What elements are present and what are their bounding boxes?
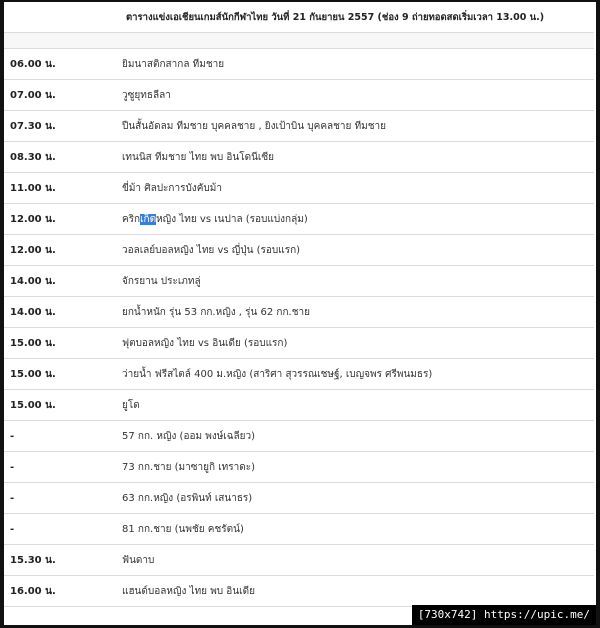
table-row (4, 328, 594, 359)
event-cell: วูซูยุทธลีลา (116, 80, 594, 111)
table-row (4, 576, 594, 607)
time-cell: 08.30 น. (4, 142, 116, 173)
table-row (4, 359, 594, 390)
event-cell: ยกน้ำหนัก รุ่น 53 กก.หญิง , รุ่น 62 กก.ชาย (116, 297, 594, 328)
time-cell: 16.00 น. (4, 576, 116, 607)
event-cell: วอลเลย์บอลหญิง ไทย vs ญี่ปุ่น (รอบแรก) (116, 235, 594, 266)
schedule-table (4, 2, 594, 607)
time-cell: 15.00 น. (4, 328, 116, 359)
table-row (4, 80, 594, 111)
table-row (4, 173, 594, 204)
event-cell (116, 204, 594, 235)
time-cell: 07.30 น. (4, 111, 116, 142)
event-cell: ยิมนาสติกสากล ทีมชาย (116, 49, 594, 80)
event-cell: เทนนิส ทีมชาย ไทย พบ อินโดนีเซีย (116, 142, 594, 173)
time-cell: - (4, 452, 116, 483)
table-row (4, 204, 594, 235)
table-row (4, 390, 594, 421)
event-cell: 81 กก.ชาย (นพชัย คชรัตน์) (116, 514, 594, 545)
event-cell: ฟันดาบ (116, 545, 594, 576)
table-row (4, 142, 594, 173)
event-cell: ขี่ม้า ศิลปะการบังคับม้า (116, 173, 594, 204)
spacer-cell (4, 33, 116, 49)
event-text: หญิง ไทย vs เนปาล (รอบแบ่งกลุ่ม) (156, 213, 308, 225)
time-cell: 12.00 น. (4, 235, 116, 266)
time-cell: 07.00 น. (4, 80, 116, 111)
event-cell: ฟุตบอลหญิง ไทย vs อินเดีย (รอบแรก) (116, 328, 594, 359)
table-row (4, 266, 594, 297)
table-row (4, 452, 594, 483)
text-selection-highlight[interactable]: เก็ต (140, 213, 157, 225)
table-row (4, 514, 594, 545)
spacer-row (4, 33, 594, 49)
event-cell: ปืนสั้นอัดลม ทีมชาย บุคคลชาย , ยิงเป้าบิน บุคคลชาย ทีมชาย (116, 111, 594, 142)
event-cell: จักรยาน ประเภทลู่ (116, 266, 594, 297)
time-cell: 15.00 น. (4, 359, 116, 390)
event-text: คริก (122, 213, 141, 225)
time-cell: 14.00 น. (4, 266, 116, 297)
event-cell: แฮนด์บอลหญิง ไทย พบ อินเดีย (116, 576, 594, 607)
time-cell: - (4, 514, 116, 545)
event-cell: 73 กก.ชาย (มาซายูกิ เทราดะ) (116, 452, 594, 483)
right-border (596, 0, 600, 628)
header-time-cell (4, 2, 116, 33)
time-cell: 11.00 น. (4, 173, 116, 204)
time-cell: - (4, 483, 116, 514)
table-row (4, 421, 594, 452)
table-row (4, 545, 594, 576)
table-row (4, 49, 594, 80)
table-row (4, 111, 594, 142)
time-cell: - (4, 421, 116, 452)
time-cell: 15.30 น. (4, 545, 116, 576)
header-row (4, 2, 594, 33)
image-host-watermark: [730x742] https://upic.me/ (412, 605, 596, 625)
schedule-title: ตารางแข่งเอเชียนเกมส์นักกีฬาไทย วันที่ 21 กันยายน 2557 (ช่อง 9 ถ่ายทอดสดเริ่มเวลา 13.00 น.) (116, 2, 594, 33)
time-cell: 12.00 น. (4, 204, 116, 235)
time-cell: 15.00 น. (4, 390, 116, 421)
table-row (4, 297, 594, 328)
table-row (4, 235, 594, 266)
time-cell: 06.00 น. (4, 49, 116, 80)
event-cell: 63 กก.หญิง (อรพินท์ เสนาธร) (116, 483, 594, 514)
event-cell: ว่ายน้ำ ฟรีสไตล์ 400 ม.หญิง (สาริศา สุวรรณเชษฐ์, เบญจพร ศรีพนมธร) (116, 359, 594, 390)
table-row (4, 483, 594, 514)
event-cell: ยูโด (116, 390, 594, 421)
spacer-cell (116, 33, 594, 49)
event-cell: 57 กก. หญิง (ออม พงษ์เฉลียว) (116, 421, 594, 452)
time-cell: 14.00 น. (4, 297, 116, 328)
